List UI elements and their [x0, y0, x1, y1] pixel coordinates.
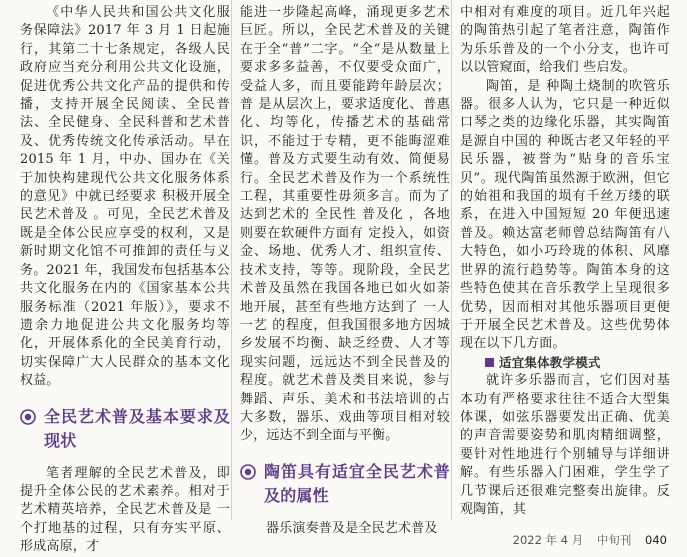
subsection-heading	[460, 354, 670, 372]
column-divider	[451, 0, 452, 520]
paragraph: 就许多乐器而言，它们因对基本功有严格要求往往不适合大型集体课，如弦乐器要发出正确、优美的声音需要姿势和肌肉精细调整，要针对性地进行个别辅导与详细讲解。有些乐器入门困难，学生学了几节课后还很难完整奏出旋律。反观陶笛，其	[460, 373, 670, 517]
paragraph: 笔者理解的全民艺术普及，即提升全体公民的艺术素养。相对于艺术精英培养，全民艺术普及是 一个打地基的过程，只有夯实平原、形成高原，才	[20, 465, 230, 555]
subsection-heading-text: 适宜集体教学模式	[499, 354, 601, 370]
paragraph: 器乐演奏普及是全民艺术普及	[266, 520, 438, 536]
square-bullet-icon	[485, 358, 494, 367]
concentric-circle-icon	[20, 409, 36, 425]
section-heading	[20, 405, 230, 453]
paragraph: 《中华人民共和国公共文化服务保障法》2017 年 3 月 1 日起施行，其第二十七条规定，各级人民政府应当充分利用公共文化设施，促进优秀公共文化产品的提供和传播，支持开展全民阅读、全民普法、全民健身、全民科普和艺术普及、优秀传统文化传承活动。早在 2015 年 1 月，中办、国办在《关于加快构建现代公共文化服务体系的意见》中就已经要求 积极开展全民艺术普及 。可见，全民艺术普及既是全体公民应享受的权利，又是新时期文化馆不可推卸的责任与义务。2021 年，我国发布包括基本公共文化服务在内的《国家基本公共服务标准（2021 年版）》，要求不遗余力地促进公共文化服务均等化，开展体系化的全民美育行动，切实保障广大人民群众的基本文化权益。	[20, 5, 230, 389]
section-heading	[240, 460, 450, 508]
paragraph: 能进一步隆起高峰，涌现更多艺术巨匠。所以，全民艺术普及的关键在于全“普”二字。“全”是从数量上要求多多益善，不仅要受众面广，受益人多，而且要能跨年龄层次；普 是从层次上，要求适度化、普惠化、均等化，传播艺术的基础常识，不能过于专精，更不能晦涩难懂。普及方式要生动有效、简便易行。全民艺术普及作为一个系统性工程，其重要性毋须多言。而为了达到艺术的 全民性 普及化 ，各地则要在软硬件方面有 定投入，如资金、场地、优秀人才、组织宣传、技术支持，等等。现阶段，全民艺术普及虽然在我国各地已如火如荼地开展，甚至有些地方达到了 一人一艺 的程度，但我国很多地方因城乡发展不均衡、缺乏经费、人才等现实问题，远远达不到全民普及的程度。就艺术普及类目来说，参与舞蹈、声乐、美术和书法培训的占大多数，器乐、戏曲等项目相对较少，远达不到全面与平衡。	[240, 5, 450, 444]
footer-date: 2022 年 4 月	[512, 533, 584, 547]
paragraph: 陶笛，是 种陶土烧制的吹管乐器。很多人认为，它只是一种近似口琴之类的边缘化乐器，其实陶笛是源自中国的 种既古老又年轻的平民乐器，被誉为“贴身的音乐宝贝”。现代陶笛虽然源于欧洲，但它的始祖和我国的埙有千丝万缕的联系，在进入中国短短 20 年便迅速普及。赖达富老师曾总结陶笛有八大特色，如小巧玲珑的体积、风靡世界的流行趋势等。陶笛本身的这些特色使其在音乐教学上呈现很多优势，因而相对其他乐器项目更便于开展全民艺术普及。这些优势体现在以下几方面。	[460, 78, 670, 352]
page-number: 040	[645, 533, 667, 547]
concentric-circle-icon	[240, 464, 256, 480]
page-footer	[513, 532, 667, 548]
section-heading-text: 陶笛具有适宜全民艺术普及的属性	[264, 461, 450, 505]
paragraph: 中相对有难度的项目。近几年兴起的陶笛热引起了笔者注意，陶笛作为乐乐普及的一个小分支，也许可以以管窥面，给我们 些启发。	[460, 5, 670, 76]
column-left	[20, 4, 230, 557]
footer-journal: 中旬刊	[596, 533, 632, 547]
section-heading-text: 全民艺术普及基本要求及现状	[44, 406, 230, 450]
column-middle	[240, 4, 450, 538]
column-divider	[231, 0, 232, 520]
column-right	[460, 4, 670, 519]
